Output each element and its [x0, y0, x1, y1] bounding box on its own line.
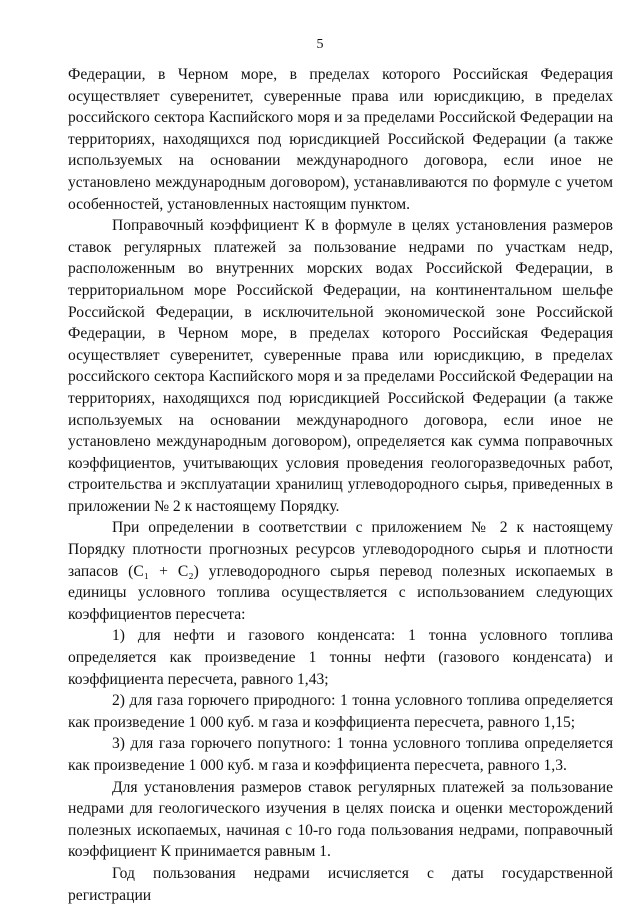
paragraph-year-of-use: Год пользования недрами исчисляется с даты государственной регистрации: [68, 864, 613, 904]
paragraph-continuation: Федерации, в Черном море, в пределах которого Российская Федерация осуществляет суверенитет, суверенные права или юрисдикцию, в пределах российского сектора Каспийского моря и за пределами Российской Федерации на территориях, находящихся под юрисдикцией Российской Федерации (а также используемых на основании международного договора, если иное не установлено международным договором), устанавливаются по формуле с учетом особенностей, установленных настоящим пунктом.: [68, 66, 613, 213]
list-item-associated-gas: 3) для газа горючего попутного: 1 тонна условного топлива определяется как произведение 1 000 куб. м газа и коэффициента пересчета, равного 1,3.: [68, 735, 613, 774]
page-number: 5: [316, 37, 324, 52]
paragraph-correction-coefficient: Поправочный коэффициент К в формуле в целях установления размеров ставок регулярных платежей за пользование недрами по участкам недр, расположенным во внутренних морских водах Российской Федерации, в территориальном море Российской Федерации, на континентальном шельфе Российской Федерации, в исключительной экономической зоне Российской Федерации, в Черном море, в пределах которого Российская Федерация осуществляет суверенитет, суверенные права или юрисдикцию, в пределах российского сектора Каспийского моря и за пределами Российской Федерации на территориях, находящихся под юрисдикцией Российской Федерации (а также используемых на основании международного договора, если иное не установлено международным договором), определяется как сумма поправочных коэффициентов, учитывающих условия проведения геологоразведочных работ, строительства и эксплуатации хранилищ углеводородного сырья, приведенных в приложении № 2 к настоящему Порядку.: [68, 217, 613, 515]
paragraph-exploration-coefficient: Для установления размеров ставок регулярных платежей за пользование недрами для геологического изучения в целях поиска и оценки месторождений полезных ископаемых, начиная с 10-го года пользования недрами, поправочный коэффициент К принимается равным 1.: [68, 778, 613, 861]
document-body: [68, 64, 613, 906]
list-item-oil-condensate: 1) для нефти и газового конденсата: 1 тонна условного топлива определяется как произведение 1 тонны нефти (газового конденсата) и коэффициента пересчета, равного 1,43;: [68, 627, 613, 688]
paragraph-conversion-intro: При определении в соответствии с приложением № 2 к настоящему Порядку плотности прогнозных ресурсов углеводородного сырья и плотности запасов (C₁ + C₂) углеводородного сырья перевод полезных ископаемых в единицы условного топлива осуществляется с использованием следующих коэффициентов пересчета:: [68, 519, 613, 623]
list-item-natural-gas: 2) для газа горючего природного: 1 тонна условного топлива определяется как произведение 1 000 куб. м газа и коэффициента пересчета, равного 1,15;: [68, 692, 613, 731]
